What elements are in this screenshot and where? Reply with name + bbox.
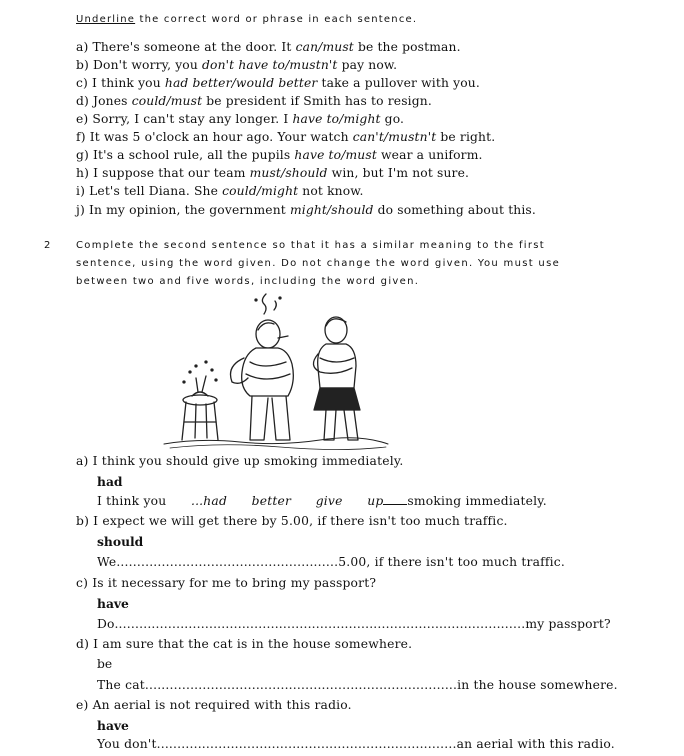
answer-filled-text[interactable]: ...had better give up (190, 494, 384, 508)
exercise1-item-e: e) Sorry, I can't stay any longer. I have to/might go. (76, 112, 405, 126)
exercise1-item-b: b) Don't worry, you don't have to/mustn't pay now. (76, 58, 398, 72)
exercise2-question-d: d) I am sure that the cat is in the house somewhere. (76, 637, 413, 651)
exercise2-question-e: e) An aerial is not required with this radio. (76, 698, 352, 712)
keyword-given: have (97, 596, 129, 611)
option-choice[interactable]: had better/would better (164, 76, 318, 90)
option-choice[interactable]: can/must (295, 40, 354, 54)
answer-line-a: I think you ...had better give up smoking immediately. (97, 494, 547, 508)
answer-blank[interactable] (383, 494, 407, 505)
option-choice[interactable]: must/should (249, 166, 328, 180)
keyword-given: had (97, 474, 123, 489)
option-choice[interactable]: could/must (131, 94, 203, 108)
option-choice[interactable]: have to/might (292, 112, 381, 126)
exercise1-item-g: g) It's a school rule, all the pupils have to/must wear a uniform. (76, 148, 483, 162)
option-choice[interactable]: have to/must (294, 148, 377, 162)
keyword-given: be (97, 657, 113, 671)
answer-blank[interactable]: ......................................................................... (156, 737, 457, 751)
section2-number: 2 (44, 240, 51, 251)
option-choice[interactable]: could/might (222, 184, 299, 198)
answer-line-c: Do....................................................................................................my passport? (97, 617, 611, 631)
answer-line-b: We......................................................5.00, if there isn't too much traffic. (97, 555, 565, 569)
answer-line-d: The cat............................................................................in the house somewhere. (97, 678, 618, 692)
answer-line-e: You don't.........................................................................an aerial with this radio. (97, 737, 615, 751)
option-choice[interactable]: don't have to/mustn't (202, 58, 338, 72)
instruction-text: the correct word or phrase in each sentence. (135, 14, 418, 25)
exercise1-item-h: h) I suppose that our team must/should win, but I'm not sure. (76, 166, 470, 180)
exercise1-item-a: a) There's someone at the door. It can/must be the postman. (76, 40, 461, 54)
keyword-given: should (97, 534, 144, 549)
answer-blank[interactable]: ...................................................... (116, 555, 339, 569)
exercise2-question-b: b) I expect we will get there by 5.00, if there isn't too much traffic. (76, 514, 508, 528)
keyword-given: have (97, 718, 129, 733)
exercise1-item-j: j) In my opinion, the government might/should do something about this. (76, 203, 536, 217)
instruction-underline-word: Underline (76, 14, 136, 25)
option-choice[interactable]: can't/mustn't (352, 130, 437, 144)
section2-instruction-line: Complete the second sentence so that it has a similar meaning to the first (76, 240, 546, 251)
answer-blank[interactable]: ............................................................................ (144, 678, 458, 692)
section2-instruction-line: between two and five words, including the word given. (76, 276, 420, 287)
exercise2-question-c: c) Is it necessary for me to bring my passport? (76, 576, 377, 590)
option-choice[interactable]: might/should (289, 203, 374, 217)
answer-blank[interactable]: .................................................................................................... (114, 617, 526, 631)
smoking-cartoon-illustration (160, 292, 392, 450)
section2-instruction-line: sentence, using the word given. Do not change the word given. You must use (76, 258, 561, 269)
exercise2-question-a: a) I think you should give up smoking immediately. (76, 454, 404, 468)
exercise1-item-d: d) Jones could/must be president if Smith has to resign. (76, 94, 432, 108)
exercise1-item-i: i) Let's tell Diana. She could/might not know. (76, 184, 364, 198)
exercise1-item-f: f) It was 5 o'clock an hour ago. Your watch can't/mustn't be right. (76, 130, 496, 144)
exercise1-item-c: c) I think you had better/would better take a pullover with you. (76, 76, 480, 90)
section1-instruction (76, 14, 417, 25)
